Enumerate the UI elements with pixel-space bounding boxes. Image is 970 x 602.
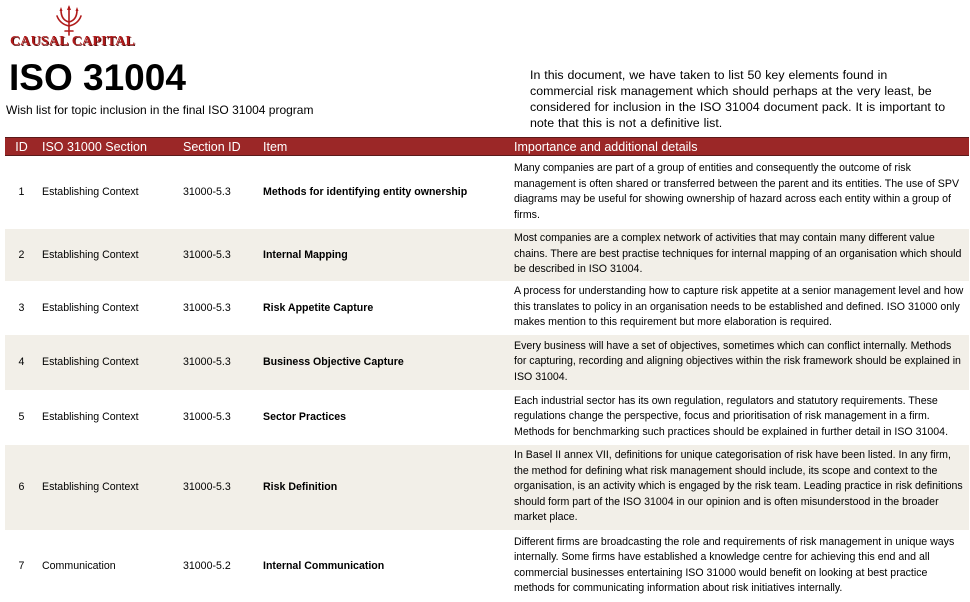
col-header-item: Item (259, 138, 510, 156)
row-details: In Basel II annex VII, definitions for unique categorisation of risk have been listed. In any firm, the method for defining what risk management should include, its scope and context to the organisation, is an activity which is engaged by the risk team. Leading practice in risk definitions should form part of the ISO 31004 in our opinion and is often misunderstood in the broader market place. (510, 445, 969, 530)
row-section: Establishing Context (38, 156, 179, 229)
intro-paragraph: In this document, we have taken to list 50 key elements found in commercial risk management which should perhaps at the very least, be considered for inclusion in the ISO 31004 document pack. It is important to note that this is not a definitive list. (530, 68, 946, 130)
row-section-id: 31000-5.3 (179, 445, 259, 530)
row-item: Internal Communication (259, 530, 510, 602)
row-section-id: 31000-5.2 (179, 530, 259, 602)
logo-wordmark: CAUSAL CAPITAL (10, 34, 136, 49)
topics-table (5, 137, 969, 602)
table-row (5, 156, 969, 229)
row-item: Risk Appetite Capture (259, 281, 510, 335)
col-header-section: ISO 31000 Section (38, 138, 179, 156)
row-item: Methods for identifying entity ownership (259, 156, 510, 229)
table-row (5, 229, 969, 281)
table-row (5, 390, 969, 445)
row-section: Establishing Context (38, 229, 179, 281)
row-item: Sector Practices (259, 390, 510, 445)
row-details: Different firms are broadcasting the role and requirements of risk management in unique ways internally. Some firms have established a knowledge centre for achieving this end and all commercial businesses entertaining ISO 31000 would benefit on looking at best practice methods for communicating information about risk initiatives internally. (510, 530, 969, 602)
table-row (5, 281, 969, 335)
row-id: 2 (5, 229, 38, 281)
row-section-id: 31000-5.3 (179, 229, 259, 281)
table-header-row (5, 138, 969, 156)
table-row (5, 530, 969, 602)
col-header-details: Importance and additional details (510, 138, 969, 156)
row-id: 6 (5, 445, 38, 530)
row-section: Establishing Context (38, 281, 179, 335)
row-item: Business Objective Capture (259, 335, 510, 390)
row-section-id: 31000-5.3 (179, 281, 259, 335)
row-details: Many companies are part of a group of entities and consequently the outcome of risk management is often shared or transferred between the parent and its entities. The use of SPV diagrams may be useful for showing ownership of hazard across each entity within a group of firms. (510, 156, 969, 229)
row-id: 7 (5, 530, 38, 602)
row-item: Risk Definition (259, 445, 510, 530)
row-details: Every business will have a set of objectives, sometimes which can conflict internally. Methods for capturing, recording and aligning objectives within the risk framework should be explained in ISO 31004. (510, 335, 969, 390)
row-details: Each industrial sector has its own regulation, regulators and statutory requirements. These regulations change the perspective, focus and prioritisation of risk management in a firm. Methods for benchmarking such practices should be explained in further detail in ISO 31004. (510, 390, 969, 445)
page-title: ISO 31004 (9, 57, 186, 98)
row-section-id: 31000-5.3 (179, 335, 259, 390)
row-section: Establishing Context (38, 335, 179, 390)
row-id: 5 (5, 390, 38, 445)
row-id: 4 (5, 335, 38, 390)
causal-capital-logo (8, 4, 136, 52)
row-section-id: 31000-5.3 (179, 156, 259, 229)
col-header-section-id: Section ID (179, 138, 259, 156)
row-section: Communication (38, 530, 179, 602)
row-id: 1 (5, 156, 38, 229)
trident-crest-icon (52, 4, 86, 38)
row-section-id: 31000-5.3 (179, 390, 259, 445)
row-details: Most companies are a complex network of activities that may contain many different value chains. There are best practise techniques for internal mapping of an organisation which should be described in ISO 31004. (510, 229, 969, 281)
row-details: A process for understanding how to capture risk appetite at a senior management level and how this translates to policy in an organisation needs to be established and defined. ISO 31000 only makes mention to this requirement but more elaboration is required. (510, 281, 969, 335)
row-section: Establishing Context (38, 390, 179, 445)
row-item: Internal Mapping (259, 229, 510, 281)
table-row (5, 335, 969, 390)
table-row (5, 445, 969, 530)
row-id: 3 (5, 281, 38, 335)
row-section: Establishing Context (38, 445, 179, 530)
page-subtitle: Wish list for topic inclusion in the final ISO 31004 program (6, 103, 314, 117)
col-header-id: ID (5, 138, 38, 156)
